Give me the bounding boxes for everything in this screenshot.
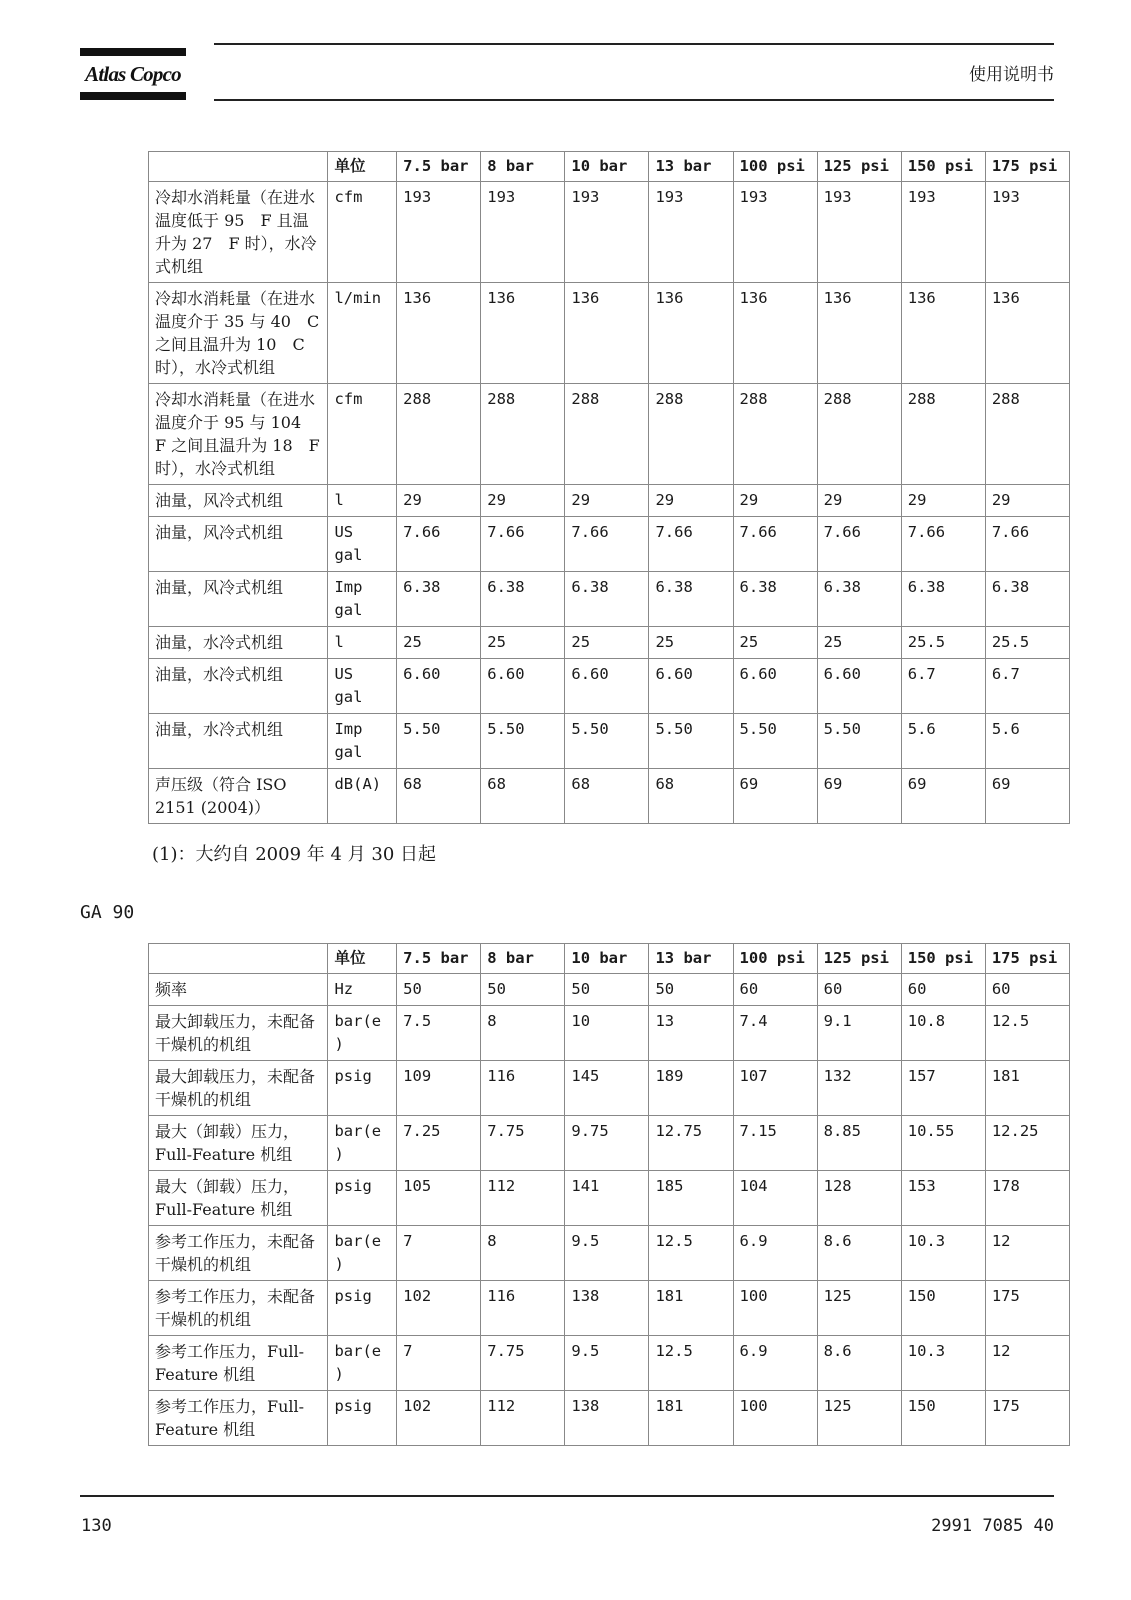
- value-cell: 9.75: [565, 1116, 649, 1171]
- value-cell: 128: [817, 1171, 901, 1226]
- value-cell: 6.9: [733, 1336, 817, 1391]
- value-cell: 7.66: [649, 517, 733, 572]
- value-cell: 69: [817, 769, 901, 824]
- value-cell: 150: [901, 1391, 985, 1446]
- row-label: 油量，风冷式机组: [149, 517, 328, 572]
- value-cell: 68: [481, 769, 565, 824]
- value-cell: 193: [901, 182, 985, 283]
- value-cell: 132: [817, 1061, 901, 1116]
- value-cell: 193: [565, 182, 649, 283]
- page-number: 130: [81, 1516, 112, 1536]
- value-cell: 12.25: [985, 1116, 1069, 1171]
- value-cell: 50: [565, 974, 649, 1006]
- value-cell: 29: [733, 485, 817, 517]
- value-cell: 25.5: [985, 627, 1069, 659]
- value-cell: 6.60: [481, 659, 565, 714]
- value-cell: 12.5: [985, 1006, 1069, 1061]
- value-cell: 12.75: [649, 1116, 733, 1171]
- value-cell: 136: [565, 283, 649, 384]
- row-label: 油量，风冷式机组: [149, 572, 328, 627]
- value-cell: 125: [817, 1391, 901, 1446]
- value-cell: 10.3: [901, 1226, 985, 1281]
- value-cell: 60: [985, 974, 1069, 1006]
- value-cell: 5.50: [565, 714, 649, 769]
- unit-cell: bar(e): [328, 1006, 397, 1061]
- unit-cell: psig: [328, 1061, 397, 1116]
- value-cell: 7.66: [901, 517, 985, 572]
- value-cell: 6.38: [817, 572, 901, 627]
- table-row: [149, 769, 1070, 824]
- unit-cell: bar(e): [328, 1336, 397, 1391]
- value-cell: 29: [901, 485, 985, 517]
- value-cell: 189: [649, 1061, 733, 1116]
- spec-table-continued: [148, 151, 1070, 824]
- value-cell: 29: [985, 485, 1069, 517]
- value-cell: 25: [649, 627, 733, 659]
- value-cell: 178: [985, 1171, 1069, 1226]
- value-cell: 29: [817, 485, 901, 517]
- table-row: [149, 182, 1070, 283]
- header-cell-blank: [149, 152, 328, 182]
- value-cell: 175: [985, 1281, 1069, 1336]
- header-row: [149, 152, 1070, 182]
- value-cell: 288: [901, 384, 985, 485]
- header-cell-blank: [149, 944, 328, 974]
- logo-bar-top: [80, 48, 186, 56]
- table-row: [149, 517, 1070, 572]
- table-row: [149, 283, 1070, 384]
- row-label: 油量，水冷式机组: [149, 627, 328, 659]
- row-label: 频率: [149, 974, 328, 1006]
- header-cell-pressure: 100 psi: [733, 944, 817, 974]
- value-cell: 69: [733, 769, 817, 824]
- value-cell: 6.60: [817, 659, 901, 714]
- row-label: 油量，水冷式机组: [149, 659, 328, 714]
- value-cell: 10.8: [901, 1006, 985, 1061]
- header-cell-pressure: 150 psi: [901, 152, 985, 182]
- value-cell: 141: [565, 1171, 649, 1226]
- unit-cell: dB(A): [328, 769, 397, 824]
- value-cell: 25: [817, 627, 901, 659]
- row-label: 参考工作压力，未配备干燥机的机组: [149, 1226, 328, 1281]
- value-cell: 7: [397, 1226, 481, 1281]
- unit-cell: US gal: [328, 659, 397, 714]
- value-cell: 7: [397, 1336, 481, 1391]
- row-label: 最大卸载压力，未配备干燥机的机组: [149, 1061, 328, 1116]
- value-cell: 60: [733, 974, 817, 1006]
- value-cell: 8.6: [817, 1226, 901, 1281]
- table-row: [149, 659, 1070, 714]
- value-cell: 8: [481, 1226, 565, 1281]
- row-label: 声压级（符合 ISO 2151 (2004)）: [149, 769, 328, 824]
- row-label: 冷却水消耗量（在进水温度介于 35 与 40 C 之间且温升为 10 C 时），水冷式机组: [149, 283, 328, 384]
- unit-cell: psig: [328, 1391, 397, 1446]
- unit-cell: Imp gal: [328, 714, 397, 769]
- header-cell-unit: 单位: [328, 152, 397, 182]
- header-row: [149, 944, 1070, 974]
- value-cell: 116: [481, 1281, 565, 1336]
- row-label: 最大（卸载）压力，Full-Feature 机组: [149, 1171, 328, 1226]
- value-cell: 193: [817, 182, 901, 283]
- value-cell: 9.5: [565, 1336, 649, 1391]
- value-cell: 7.66: [481, 517, 565, 572]
- value-cell: 193: [985, 182, 1069, 283]
- value-cell: 29: [397, 485, 481, 517]
- value-cell: 60: [901, 974, 985, 1006]
- row-label: 油量，风冷式机组: [149, 485, 328, 517]
- value-cell: 181: [985, 1061, 1069, 1116]
- value-cell: 5.50: [481, 714, 565, 769]
- unit-cell: psig: [328, 1281, 397, 1336]
- value-cell: 112: [481, 1391, 565, 1446]
- value-cell: 50: [397, 974, 481, 1006]
- value-cell: 25: [733, 627, 817, 659]
- header-cell-pressure: 7.5 bar: [397, 944, 481, 974]
- value-cell: 68: [397, 769, 481, 824]
- table-row: [149, 714, 1070, 769]
- value-cell: 25: [397, 627, 481, 659]
- table-row: [149, 1281, 1070, 1336]
- header-cell-pressure: 10 bar: [565, 944, 649, 974]
- value-cell: 10.3: [901, 1336, 985, 1391]
- value-cell: 7.66: [985, 517, 1069, 572]
- value-cell: 50: [649, 974, 733, 1006]
- value-cell: 288: [565, 384, 649, 485]
- value-cell: 68: [649, 769, 733, 824]
- value-cell: 7.66: [397, 517, 481, 572]
- value-cell: 136: [649, 283, 733, 384]
- ga90-table-body: [149, 974, 1070, 1446]
- value-cell: 6.60: [397, 659, 481, 714]
- header-cell-pressure: 175 psi: [985, 152, 1069, 182]
- table-row: [149, 1116, 1070, 1171]
- row-label: 参考工作压力，Full-Feature 机组: [149, 1336, 328, 1391]
- header-cell-pressure: 10 bar: [565, 152, 649, 182]
- atlas-copco-logo: [80, 48, 186, 100]
- row-label: 最大卸载压力，未配备干燥机的机组: [149, 1006, 328, 1061]
- value-cell: 29: [481, 485, 565, 517]
- value-cell: 12.5: [649, 1226, 733, 1281]
- value-cell: 25: [565, 627, 649, 659]
- unit-cell: psig: [328, 1171, 397, 1226]
- value-cell: 102: [397, 1391, 481, 1446]
- header-rule-bottom: [214, 99, 1054, 101]
- value-cell: 288: [817, 384, 901, 485]
- header-cell-unit: 单位: [328, 944, 397, 974]
- value-cell: 6.38: [901, 572, 985, 627]
- value-cell: 107: [733, 1061, 817, 1116]
- value-cell: 136: [817, 283, 901, 384]
- value-cell: 10.55: [901, 1116, 985, 1171]
- value-cell: 102: [397, 1281, 481, 1336]
- value-cell: 7.66: [733, 517, 817, 572]
- value-cell: 288: [481, 384, 565, 485]
- value-cell: 185: [649, 1171, 733, 1226]
- value-cell: 175: [985, 1391, 1069, 1446]
- logo-text: Atlas Copco: [85, 62, 181, 86]
- spec-table-body: [149, 182, 1070, 824]
- header-cell-pressure: 8 bar: [481, 152, 565, 182]
- value-cell: 136: [733, 283, 817, 384]
- header-cell-pressure: 150 psi: [901, 944, 985, 974]
- row-label: 参考工作压力，未配备干燥机的机组: [149, 1281, 328, 1336]
- header-cell-pressure: 13 bar: [649, 944, 733, 974]
- value-cell: 145: [565, 1061, 649, 1116]
- value-cell: 50: [481, 974, 565, 1006]
- value-cell: 288: [733, 384, 817, 485]
- row-label: 冷却水消耗量（在进水温度介于 95 与 104 F 之间且温升为 18 F 时），水冷式机组: [149, 384, 328, 485]
- footnote: (1)：大约自 2009 年 4 月 30 日起: [152, 844, 436, 865]
- value-cell: 138: [565, 1391, 649, 1446]
- unit-cell: bar(e): [328, 1226, 397, 1281]
- value-cell: 69: [901, 769, 985, 824]
- value-cell: 9.1: [817, 1006, 901, 1061]
- unit-cell: Hz: [328, 974, 397, 1006]
- value-cell: 100: [733, 1391, 817, 1446]
- value-cell: 5.50: [649, 714, 733, 769]
- table-row: [149, 384, 1070, 485]
- header-cell-pressure: 13 bar: [649, 152, 733, 182]
- unit-cell: cfm: [328, 182, 397, 283]
- row-label: 最大（卸载）压力，Full-Feature 机组: [149, 1116, 328, 1171]
- value-cell: 6.7: [985, 659, 1069, 714]
- value-cell: 150: [901, 1281, 985, 1336]
- unit-cell: cfm: [328, 384, 397, 485]
- value-cell: 116: [481, 1061, 565, 1116]
- table-row: [149, 974, 1070, 1006]
- value-cell: 5.6: [901, 714, 985, 769]
- header-cell-pressure: 7.5 bar: [397, 152, 481, 182]
- value-cell: 12.5: [649, 1336, 733, 1391]
- value-cell: 6.38: [733, 572, 817, 627]
- header-rule-top: [214, 43, 1054, 45]
- value-cell: 288: [985, 384, 1069, 485]
- header-cell-pressure: 125 psi: [817, 944, 901, 974]
- value-cell: 29: [565, 485, 649, 517]
- logo-bar-bottom: [80, 92, 186, 100]
- section-title: GA 90: [80, 902, 135, 923]
- value-cell: 6.38: [565, 572, 649, 627]
- value-cell: 193: [733, 182, 817, 283]
- footer-rule: [80, 1495, 1054, 1497]
- value-cell: 25.5: [901, 627, 985, 659]
- value-cell: 8.6: [817, 1336, 901, 1391]
- unit-cell: l: [328, 485, 397, 517]
- table-row: [149, 1061, 1070, 1116]
- unit-cell: Imp gal: [328, 572, 397, 627]
- value-cell: 100: [733, 1281, 817, 1336]
- value-cell: 181: [649, 1281, 733, 1336]
- table-row: [149, 572, 1070, 627]
- spec-table-header: [149, 152, 1070, 182]
- value-cell: 7.5: [397, 1006, 481, 1061]
- value-cell: 104: [733, 1171, 817, 1226]
- unit-cell: bar(e): [328, 1116, 397, 1171]
- table-row: [149, 1226, 1070, 1281]
- table-row: [149, 1171, 1070, 1226]
- unit-cell: l: [328, 627, 397, 659]
- value-cell: 68: [565, 769, 649, 824]
- value-cell: 6.38: [985, 572, 1069, 627]
- value-cell: 29: [649, 485, 733, 517]
- value-cell: 6.7: [901, 659, 985, 714]
- value-cell: 181: [649, 1391, 733, 1446]
- unit-cell: l/min: [328, 283, 397, 384]
- header-cell-pressure: 175 psi: [985, 944, 1069, 974]
- value-cell: 6.38: [481, 572, 565, 627]
- value-cell: 7.75: [481, 1336, 565, 1391]
- row-label: 冷却水消耗量（在进水温度低于 95 F 且温升为 27 F 时），水冷式机组: [149, 182, 328, 283]
- value-cell: 9.5: [565, 1226, 649, 1281]
- value-cell: 12: [985, 1226, 1069, 1281]
- value-cell: 193: [397, 182, 481, 283]
- value-cell: 12: [985, 1336, 1069, 1391]
- value-cell: 10: [565, 1006, 649, 1061]
- value-cell: 5.50: [397, 714, 481, 769]
- row-label: 参考工作压力，Full-Feature 机组: [149, 1391, 328, 1446]
- value-cell: 6.60: [565, 659, 649, 714]
- value-cell: 105: [397, 1171, 481, 1226]
- value-cell: 136: [901, 283, 985, 384]
- value-cell: 6.38: [397, 572, 481, 627]
- value-cell: 138: [565, 1281, 649, 1336]
- value-cell: 193: [649, 182, 733, 283]
- value-cell: 60: [817, 974, 901, 1006]
- value-cell: 25: [481, 627, 565, 659]
- table-row: [149, 485, 1070, 517]
- value-cell: 5.50: [817, 714, 901, 769]
- row-label: 油量，水冷式机组: [149, 714, 328, 769]
- doc-number: 2991 7085 40: [931, 1516, 1054, 1536]
- value-cell: 288: [649, 384, 733, 485]
- value-cell: 8: [481, 1006, 565, 1061]
- header-cell-pressure: 125 psi: [817, 152, 901, 182]
- value-cell: 6.9: [733, 1226, 817, 1281]
- value-cell: 7.25: [397, 1116, 481, 1171]
- value-cell: 5.50: [733, 714, 817, 769]
- header-cell-pressure: 100 psi: [733, 152, 817, 182]
- value-cell: 193: [481, 182, 565, 283]
- value-cell: 136: [481, 283, 565, 384]
- value-cell: 136: [397, 283, 481, 384]
- value-cell: 7.66: [817, 517, 901, 572]
- value-cell: 153: [901, 1171, 985, 1226]
- value-cell: 6.60: [649, 659, 733, 714]
- value-cell: 125: [817, 1281, 901, 1336]
- ga90-table-header: [149, 944, 1070, 974]
- value-cell: 7.66: [565, 517, 649, 572]
- value-cell: 7.75: [481, 1116, 565, 1171]
- table-row: [149, 1336, 1070, 1391]
- value-cell: 8.85: [817, 1116, 901, 1171]
- header-cell-pressure: 8 bar: [481, 944, 565, 974]
- table-row: [149, 1391, 1070, 1446]
- value-cell: 112: [481, 1171, 565, 1226]
- doc-label: 使用说明书: [969, 65, 1054, 85]
- value-cell: 13: [649, 1006, 733, 1061]
- value-cell: 157: [901, 1061, 985, 1116]
- table-row: [149, 1006, 1070, 1061]
- value-cell: 288: [397, 384, 481, 485]
- table-row: [149, 627, 1070, 659]
- value-cell: 7.4: [733, 1006, 817, 1061]
- unit-cell: US gal: [328, 517, 397, 572]
- value-cell: 136: [985, 283, 1069, 384]
- value-cell: 109: [397, 1061, 481, 1116]
- value-cell: 7.15: [733, 1116, 817, 1171]
- value-cell: 6.60: [733, 659, 817, 714]
- value-cell: 5.6: [985, 714, 1069, 769]
- value-cell: 6.38: [649, 572, 733, 627]
- value-cell: 69: [985, 769, 1069, 824]
- ga90-spec-table: [148, 943, 1070, 1446]
